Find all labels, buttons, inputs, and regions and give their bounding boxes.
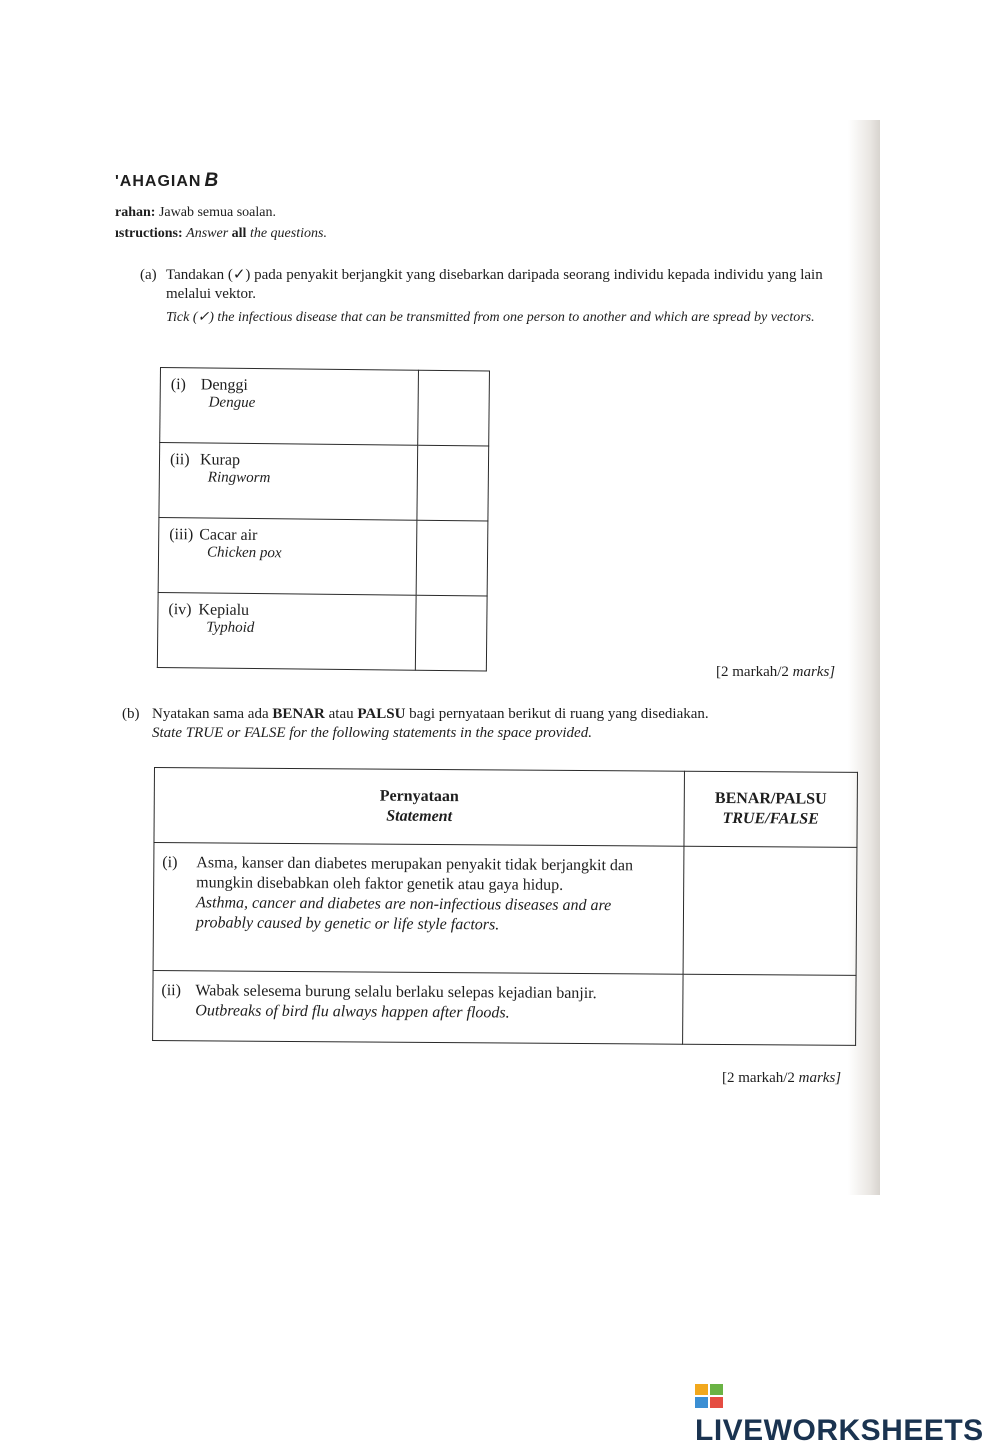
answer-box-statement-i[interactable]	[683, 846, 857, 975]
table-row: (i) Asma, kanser dan diabetes merupakan penyakit tidak berjangkit dan mungkin disebabkan oleh faktor genetik atau gaya hidup. Asthma, cancer and diabetes are non-infectious diseases and are probably caused by genetic or life style factors.	[153, 843, 857, 976]
table-row: (iii) Cacar air Chicken pox	[158, 517, 488, 595]
table-row: (ii) Wabak selesema burung selalu berlaku selepas kejadian banjir. Outbreaks of bird flu always happen after floods.	[153, 970, 856, 1045]
marks-b: [2 markah/2 marks]	[722, 1070, 842, 1086]
instruction-english: ıstructions: Answer all the questions.	[115, 226, 327, 241]
marks-a: [2 markah/2 marks]	[716, 664, 836, 680]
section-heading: 'AHAGIAN B	[115, 170, 220, 191]
question-b-malay: Nyatakan sama ada BENAR atau PALSU bagi pernyataan berikut di ruang yang disediakan.	[152, 706, 709, 722]
question-b: (b) Nyatakan sama ada BENAR atau PALSU bagi pernyataan berikut di ruang yang disediakan. State TRUE or FALSE for the following statements in the space provided.	[152, 705, 852, 743]
question-b-english: State TRUE or FALSE for the following statements in the space provided.	[152, 725, 592, 741]
table-row: (i) Denggi Dengue	[160, 368, 490, 446]
tick-box-chicken-pox[interactable]	[416, 520, 488, 596]
question-a-english: Tick (✓) the infectious disease that can be transmitted from one person to another and which are spread by vectors.	[166, 310, 815, 325]
tick-box-ringworm[interactable]	[417, 445, 489, 521]
header-answer: BENAR/PALSU TRUE/FALSE	[684, 771, 858, 847]
liveworksheets-icon	[695, 1384, 725, 1408]
liveworksheets-logo[interactable]: LIVEWORKSHEETS	[695, 1380, 1000, 1448]
question-a-malay: Tandakan (✓) pada penyakit berjangkit yang disebarkan daripada seorang individu kepada individu yang lain melalui vektor.	[166, 267, 823, 302]
header-statement: Pernyataan Statement	[154, 768, 685, 847]
tick-box-typhoid[interactable]	[415, 595, 487, 671]
table-row: (iv) Kepialu Typhoid	[157, 592, 487, 670]
answer-box-statement-ii[interactable]	[683, 974, 856, 1045]
table-header-row	[154, 768, 858, 848]
true-false-table	[152, 767, 858, 1046]
question-a: (a) Tandakan (✓) pada penyakit berjangkit yang disebarkan daripada seorang individu kepada individu yang lain melalui vektor. Tick (✓) the infectious disease that can be transmitted from one person to another and which are spread by vectors.	[166, 266, 846, 327]
instruction-malay: rahan: Jawab semua soalan.	[115, 205, 276, 220]
table-row: (ii) Kurap Ringworm	[159, 443, 489, 521]
disease-tick-table	[157, 367, 490, 671]
tick-box-dengue[interactable]	[418, 370, 490, 446]
